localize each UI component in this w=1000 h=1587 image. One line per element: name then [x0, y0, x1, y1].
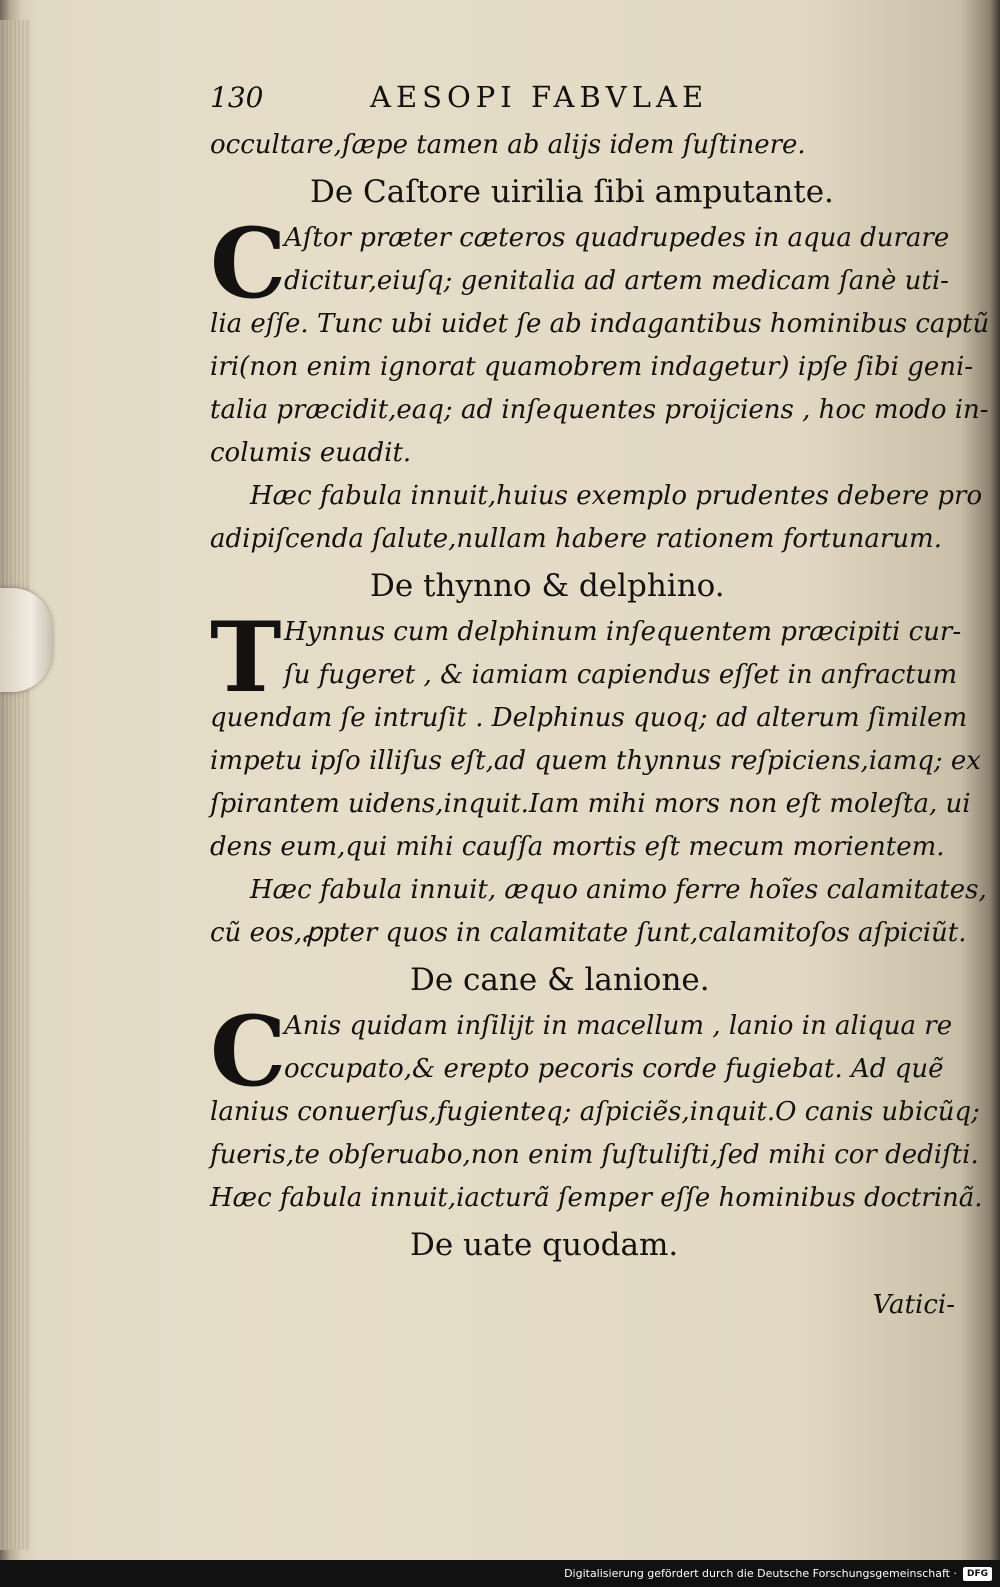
text-line: dicitur,eiuſq; genitalia ad artem medicam ſanè uti-	[284, 266, 949, 296]
moral-line: Hæc fabula innuit,huius exemplo prudentes debere pro	[250, 481, 983, 511]
text-line: Hynnus cum delphinum inſequentem præcipiti cur-	[284, 617, 962, 647]
fable-paragraph	[210, 601, 981, 869]
page-edges	[0, 20, 30, 1550]
drop-cap: C	[210, 995, 287, 1108]
fable-paragraph	[210, 995, 983, 1220]
text-line: Hæc fabula innuit,iacturã ſemper eſſe hominibus doctrinã.	[210, 1183, 983, 1213]
text-line: Anis quidam inſilijt in macellum , lanio in aliqua re	[284, 1011, 953, 1041]
catchword: Vatici-	[872, 1290, 955, 1320]
running-title: AESOPI FABVLAE	[370, 80, 709, 114]
folio-number: 130	[210, 81, 264, 114]
running-head	[210, 80, 955, 124]
text-line: Aſtor præter cæteros quadrupedes in aqua durare	[284, 223, 950, 253]
page-content	[210, 80, 990, 1327]
moral-line: Hæc fabula innuit, æquo animo ferre hoĩes calamitates,	[250, 875, 987, 905]
fable-title: De cane & lanione.	[410, 962, 710, 998]
text-line: iri(non enim ignorat quamobrem indagetur) ipſe ſibi geni-	[210, 352, 974, 382]
text-line: columis euadit.	[210, 438, 412, 468]
text-line: dens eum,qui mihi cauſſa mortis eſt mecum morientem.	[210, 832, 945, 862]
text-line: fueris,te obſeruabo,non enim ſuſtuliſti,ſed mihi cor dediſti.	[210, 1140, 979, 1170]
moral-line: adipiſcenda ſalute,nullam habere rationem fortunarum.	[210, 524, 942, 554]
footer-credit: Digitalisierung gefördert durch die Deutsche Forschungsgemeinschaft ·	[564, 1567, 957, 1580]
dfg-logo: DFG	[963, 1567, 992, 1581]
text-line: talia præcidit,eaq; ad inſequentes proijciens , hoc modo in-	[210, 395, 989, 425]
drop-cap: T	[210, 601, 282, 714]
fable-title: De thynno & delphino.	[370, 568, 725, 604]
text-line: ſpirantem uidens,inquit.Iam mihi mors non eſt moleſta, ui	[210, 789, 971, 819]
book-clip	[0, 588, 52, 692]
text-line: impetu ipſo illiſus eſt,ad quem thynnus reſpiciens,iamq; ex	[210, 746, 981, 776]
text-line: lanius conuerſus,fugienteq; aſpiciẽs,inquit.O canis ubicũq;	[210, 1097, 980, 1127]
fable-title: De Caſtore uirilia ſibi amputante.	[310, 174, 834, 210]
fable-title: De uate quodam.	[410, 1227, 679, 1263]
text-line: occupato,& erepto pecoris corde fugiebat. Ad quẽ	[284, 1054, 944, 1084]
moral-line: cũ eos,ꝓpter quos in calamitate ſunt,calamitoſos aſpiciũt.	[210, 918, 967, 948]
text-line: quendam ſe intruſit . Delphinus quoq; ad alterum ſimilem	[210, 703, 968, 733]
text-line: occultare,ſæpe tamen ab alijs idem ſuſtinere.	[210, 130, 806, 160]
text-line: ſu fugeret , & iamiam capiendus eſſet in anfractum	[284, 660, 958, 690]
drop-cap: C	[210, 207, 287, 320]
footer-bar	[0, 1560, 1000, 1587]
fable-paragraph	[210, 207, 990, 475]
text-line: lia eſſe. Tunc ubi uidet ſe ab indagantibus hominibus captũ	[210, 309, 990, 339]
